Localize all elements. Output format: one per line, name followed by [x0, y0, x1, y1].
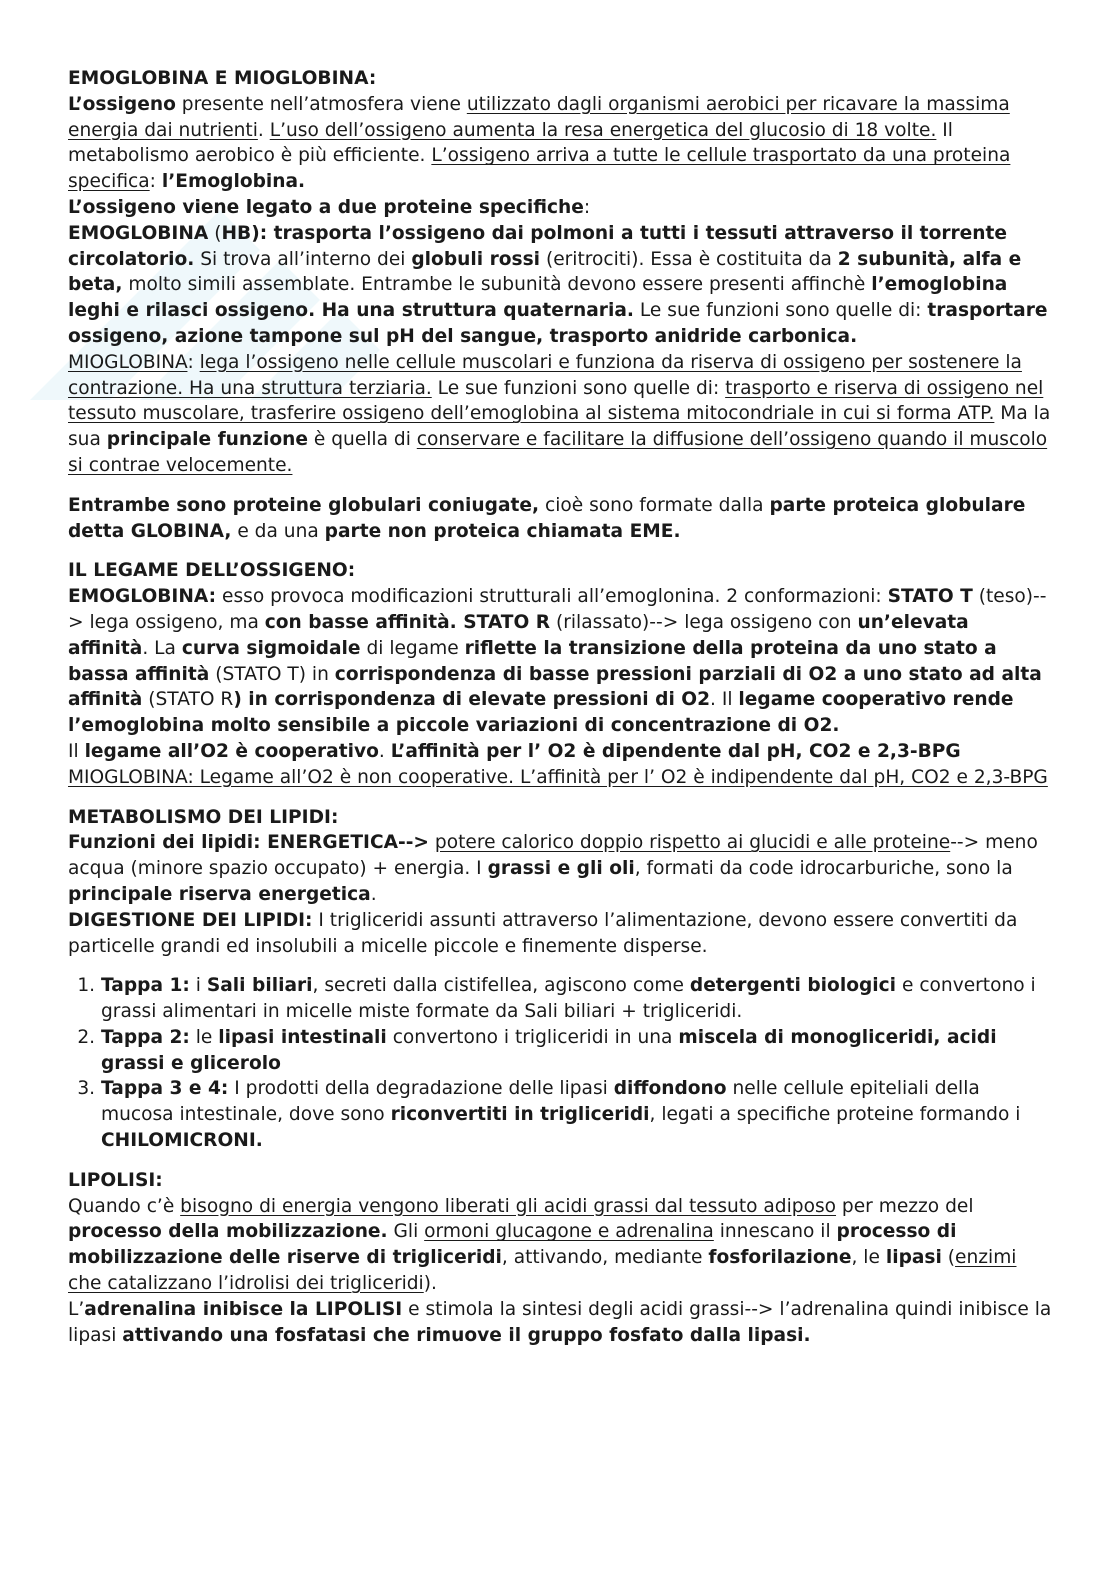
bold-text: Tappa 1:	[101, 975, 190, 997]
bold-text: L’affinità per l’ O2 è dipendente dal pH, CO2 e 2,3-BPG	[390, 740, 961, 762]
text-run: Le sue funzioni sono quelle di:	[431, 377, 726, 399]
bold-text: Tappa 3 e 4:	[101, 1078, 229, 1100]
bold-text: L’ossigeno	[68, 93, 176, 115]
underlined-text: lega l’ossigeno nelle cellule muscolari e funziona da riserva di ossigeno per sostenere la contrazione. Ha una struttura terziaria.	[68, 351, 1022, 399]
bold-text: corrispondenza di basse pressioni parziali di O2 a uno stato ad alta affinità	[68, 663, 1042, 711]
underlined-text: ormoni glucagone e adrenalina	[424, 1221, 714, 1243]
bold-text: globuli rossi	[411, 248, 541, 270]
text-run: innescano il	[713, 1221, 837, 1243]
bold-text: EMOGLOBINA	[68, 222, 209, 244]
text-run: :	[583, 196, 591, 218]
bold-text: DIGESTIONE DEI LIPIDI:	[68, 909, 313, 931]
bold-text: Entrambe sono proteine globulari coniugate,	[68, 494, 540, 516]
bold-text: detergenti biologici	[689, 975, 897, 997]
text-run: e stimola la sintesi degli acidi grassi--> l’adrenalina quindi inibisce la lipasi	[68, 1298, 1052, 1346]
bold-text: principale riserva energetica	[68, 883, 371, 905]
text-run: Quando c’è	[68, 1195, 181, 1217]
bold-text: trasportare ossigeno, azione tampone sul pH del sangue, trasporto anidride carbonica.	[68, 300, 1048, 347]
bold-text: un’elevata affinità	[68, 611, 969, 659]
bold-text: Sali biliari	[206, 975, 313, 997]
text-run: (rilassato)--> lega ossigeno con	[550, 611, 858, 633]
text-run: i	[189, 975, 207, 997]
paragraph	[68, 1194, 1053, 1297]
text-run: I prodotti della degradazione delle lipasi	[228, 1078, 614, 1100]
bold-text: processo della mobilizzazione.	[68, 1221, 388, 1243]
text-run: Il	[68, 740, 85, 762]
bold-text: diffondono	[613, 1078, 727, 1100]
text-run: Gli	[387, 1221, 425, 1243]
paragraph	[68, 195, 1053, 221]
text-run: L’	[68, 1298, 85, 1320]
text-run: Il metabolismo aerobico è più efficiente.	[68, 119, 953, 167]
bold-text: fosforilazione	[708, 1247, 852, 1269]
text-run: ).	[423, 1273, 437, 1295]
underlined-text: enzimi che catalizzano l’idrolisi dei trigliceridi	[68, 1247, 1017, 1295]
text-run: (	[208, 222, 222, 244]
bold-text: Funzioni dei lipidi: ENERGETICA-->	[68, 832, 429, 854]
text-run: , formati da code idrocarburiche, sono la	[634, 858, 1013, 880]
list-item	[101, 973, 1053, 1025]
bold-text: lipasi intestinali	[218, 1026, 387, 1048]
text-run: .	[370, 883, 377, 905]
text-run: , le	[851, 1247, 886, 1269]
paragraph	[68, 739, 1053, 765]
bold-text: attivando una fosfatasi che rimuove il gruppo fosfato dalla lipasi.	[122, 1324, 811, 1346]
bold-text: L’ossigeno viene legato a due proteine specifiche	[68, 196, 584, 218]
underlined-text: bisogno di energia vengono liberati gli acidi grassi dal tessuto adiposo	[180, 1195, 837, 1217]
text-run: le	[189, 1026, 219, 1048]
text-run: esso provoca modificazioni strutturali all’emoglonina. 2 conformazioni:	[216, 586, 888, 608]
text-run: Ma la sua	[68, 403, 1051, 451]
bold-text: legame cooperativo rende l’emoglobina molto sensibile a piccole variazioni di concentrazione di O2.	[68, 689, 1014, 737]
document-page	[68, 66, 1053, 1348]
bold-text: CHILOMICRONI.	[101, 1130, 263, 1152]
underlined-text: MIOGLOBINA	[68, 351, 188, 373]
bold-text: processo di mobilizzazione delle riserve di trigliceridi	[68, 1221, 957, 1269]
text-run: --> meno acqua (minore spazio occupato) + energia. I	[68, 832, 1038, 880]
text-run: (teso)--> lega ossigeno, ma	[68, 586, 1047, 633]
text-run: e da una	[231, 520, 325, 542]
text-run: (STATO R	[142, 689, 234, 711]
bold-text: legame all’O2 è cooperativo	[84, 740, 379, 762]
underlined-text: potere calorico doppio rispetto ai glucidi e alle proteine	[434, 832, 951, 854]
heading-legame-ossigeno: IL LEGAME DELL’OSSIGENO:	[68, 560, 356, 582]
text-run: di legame	[360, 637, 465, 659]
paragraph	[68, 1297, 1053, 1349]
bold-text: principale funzione	[106, 429, 308, 451]
bold-text: l’Emoglobina.	[161, 171, 306, 193]
text-run: (STATO T) in	[209, 663, 335, 685]
paragraph	[68, 221, 1053, 350]
digestion-steps-list	[68, 973, 1053, 1154]
text-run: e convertono i grassi alimentari in micelle miste formate da Sali biliari + trigliceridi.	[101, 975, 1036, 1023]
text-run: (eritrociti). Essa è costituita da	[540, 248, 838, 270]
bold-text: ) in corrispondenza di elevate pressioni di O2	[233, 689, 711, 711]
text-run: convertono i trigliceridi in una	[386, 1026, 679, 1048]
text-run: nelle cellule epiteliali della mucosa intestinale, dove sono	[101, 1078, 980, 1126]
underlined-text: L’uso dell’ossigeno aumenta la resa energetica del glucosio di 18 volte.	[269, 119, 937, 141]
bold-text: curva sigmoidale	[181, 637, 361, 659]
text-run: . La	[142, 637, 182, 659]
text-run: molto simili assemblate. Entrambe le subunità devono essere presenti affinchè	[122, 274, 872, 296]
paragraph	[68, 765, 1053, 791]
bold-text: STATO T	[887, 586, 973, 608]
bold-text: adrenalina inibisce la LIPOLISI	[84, 1298, 403, 1320]
text-run: Le sue funzioni sono quelle di:	[633, 300, 928, 322]
paragraph	[68, 830, 1053, 907]
underlined-text: trasporto e riserva di ossigeno nel tessuto muscolare, trasferire ossigeno dell’emoglobina al sistema mitocondriale in cui si forma ATP.	[68, 377, 1044, 425]
paragraph	[68, 493, 1053, 545]
paragraph	[68, 584, 1053, 739]
underlined-text: conservare e facilitare la diffusione dell’ossigeno quando il muscolo si contrae velocemente.	[68, 429, 1048, 476]
bold-text: parte proteica globulare detta GLOBINA,	[68, 494, 1026, 542]
bold-text: 2 subunità, alfa e beta,	[68, 248, 1022, 296]
text-run: per mezzo del	[836, 1195, 974, 1217]
bold-text: riflette la transizione della proteina da uno stato a bassa affinità	[68, 637, 997, 685]
text-run: .	[257, 119, 270, 141]
bold-text: con basse affinità. STATO R	[264, 611, 551, 633]
text-run: I trigliceridi assunti attraverso l’alimentazione, devono essere convertiti da particelle grandi ed insolubili a micelle piccole e finemente disperse.	[68, 909, 1018, 957]
underlined-text: L’ossigeno arriva a tutte le cellule trasportato da una proteina specifica	[68, 145, 1011, 193]
list-item	[101, 1076, 1053, 1153]
heading-metabolismo-lipidi: METABOLISMO DEI LIPIDI:	[68, 806, 339, 828]
text-run: , attivando, mediante	[501, 1247, 709, 1269]
heading-emoglobina-mioglobina: EMOGLOBINA E MIOGLOBINA:	[68, 68, 377, 89]
text-run: .	[378, 740, 391, 762]
text-run: (	[941, 1247, 956, 1269]
paragraph	[68, 350, 1053, 479]
bold-text: miscela di monogliceridi, acidi grassi e glicerolo	[101, 1026, 997, 1074]
bold-text: l’emoglobina leghi e rilasci ossigeno. Ha una struttura quaternaria.	[68, 274, 1008, 322]
text-run: cioè sono formate dalla	[539, 494, 770, 516]
text-run: è quella di	[307, 429, 417, 451]
bold-text: parte non proteica chiamata EME.	[324, 520, 681, 542]
heading-lipolisi: LIPOLISI:	[68, 1169, 163, 1191]
bold-text: lipasi	[885, 1247, 942, 1269]
underlined-text: MIOGLOBINA: Legame all’O2 è non cooperative. L’affinità per l’ O2 è indipendente dal pH, CO2 e 2,3-BPG	[68, 766, 1048, 788]
bold-text: grassi e gli oli	[487, 858, 635, 880]
paragraph	[68, 92, 1053, 195]
text-run: , secreti dalla cistifellea, agiscono come	[312, 975, 690, 997]
bold-text: EMOGLOBINA:	[68, 586, 217, 608]
list-item	[101, 1025, 1053, 1077]
bold-text: Tappa 2:	[101, 1026, 190, 1048]
text-run: , legati a specifiche proteine formando i	[649, 1104, 1021, 1126]
underlined-text: utilizzato dagli organismi aerobici per ricavare la massima energia dai nutrienti	[68, 93, 1010, 141]
text-run: :	[187, 351, 200, 373]
paragraph	[68, 908, 1053, 960]
text-run: :	[149, 171, 162, 193]
text-run: . Il	[710, 689, 739, 711]
bold-text: riconvertiti in trigliceridi	[390, 1104, 650, 1126]
text-run: presente nell’atmosfera viene	[175, 93, 467, 115]
bold-text: HB): trasporta l’ossigeno dai polmoni a tutti i tessuti attraverso il torrente circolatorio.	[68, 222, 1008, 270]
text-run: Si trova all’interno dei	[194, 248, 412, 270]
